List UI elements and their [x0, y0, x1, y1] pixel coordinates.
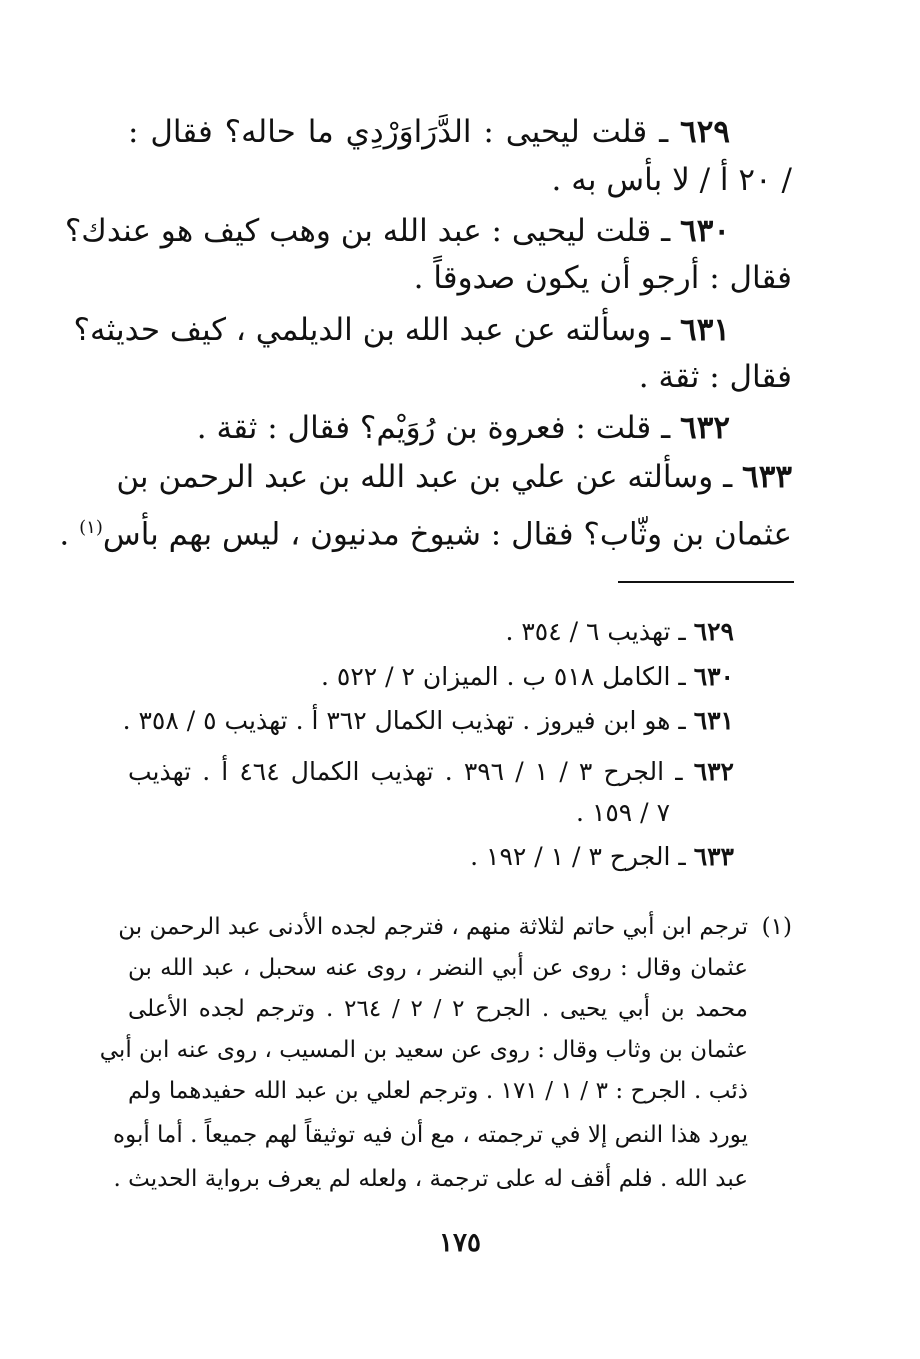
footnote-line-7: عبد الله . فلم أقف له على ترجمة ، ولعله لم يعرف برواية الحديث . — [113, 1166, 748, 1192]
reference-631: ٦٣١ ـ هو ابن فيروز . تهذيب الكمال ٣٦٢ أ . تهذيب ٥ / ٣٥٨ . — [122, 706, 734, 735]
reference-633: ٦٣٣ ـ الجرح ٣ / ١ / ١٩٢ . — [470, 842, 734, 871]
footnote-divider — [618, 581, 794, 583]
footnote-line-6: يورد هذا النص إلا في ترجمته ، مع أن فيه توثيقاً لهم جميعاً . أما أبوه — [113, 1122, 748, 1148]
footnote-line-5: ذئب . الجرح : ٣ / ١ / ١٧١ . وترجم لعلي بن عبد الله حفيدهما ولم — [128, 1078, 748, 1104]
footnote-line-3: محمد بن أبي يحيى . الجرح ٢ / ٢ / ٢٦٤ . وترجم لجده الأعلى — [128, 996, 748, 1022]
reference-629: ٦٢٩ ـ تهذيب ٦ / ٣٥٤ . — [505, 617, 734, 646]
footnote-line-1: (١) ترجم ابن أبي حاتم لثلاثة منهم ، فترجم لجده الأدنى عبد الرحمن بن — [128, 911, 748, 943]
entry-633-line-1: ٦٣٣ ـ وسألته عن علي بن عبد الله بن عبد الرحمن بن — [116, 459, 792, 495]
footnote-reference: (١) — [79, 517, 103, 538]
reference-632-line-1: ٦٣٢ ـ الجرح ٣ / ١ / ٣٩٦ . تهذيب الكمال ٤٦٤ أ . تهذيب — [128, 757, 734, 786]
entry-629-line-2: / ٢٠ أ / لا بأس به . — [551, 162, 792, 198]
entry-631-line-1: ٦٣١ ـ وسألته عن عبد الله بن الديلمي ، كيف حديثه؟ — [73, 312, 730, 348]
entry-633-line-2: عثمان بن وثّاب؟ فقال : شيوخ مدنيون ، ليس بهم بأس$^{(١)}$ . — [59, 516, 792, 553]
entry-631-line-2: فقال : ثقة . — [638, 359, 792, 395]
footnote-line-4: عثمان بن وثاب وقال : روى عن سعيد بن المسيب ، روى عنه ابن أبي — [99, 1037, 748, 1063]
entry-630-line-2: فقال : أرجو أن يكون صدوقاً . — [413, 260, 792, 296]
entry-629-line-1: ٦٢٩ ـ قلت ليحيى : الدَّرَاوَرْدِي ما حاله؟ فقال : — [128, 114, 730, 150]
footnote-marker: (١) — [761, 914, 792, 940]
reference-632-line-2: ٧ / ١٥٩ . — [576, 798, 670, 827]
page-number: ١٧٥ — [439, 1228, 481, 1258]
reference-630: ٦٣٠ ـ الكامل ٥١٨ ب . الميزان ٢ / ٥٢٢ . — [321, 662, 734, 691]
footnote-line-2: عثمان وقال : روى عن أبي النضر ، روى عنه سحبل ، عبد الله بن — [128, 955, 748, 981]
entry-630-line-1: ٦٣٠ ـ قلت ليحيى : عبد الله بن وهب كيف هو عندك؟ — [64, 213, 730, 249]
entry-632-line-1: ٦٣٢ ـ قلت : فعروة بن رُوَيْم؟ فقال : ثقة . — [196, 410, 730, 446]
